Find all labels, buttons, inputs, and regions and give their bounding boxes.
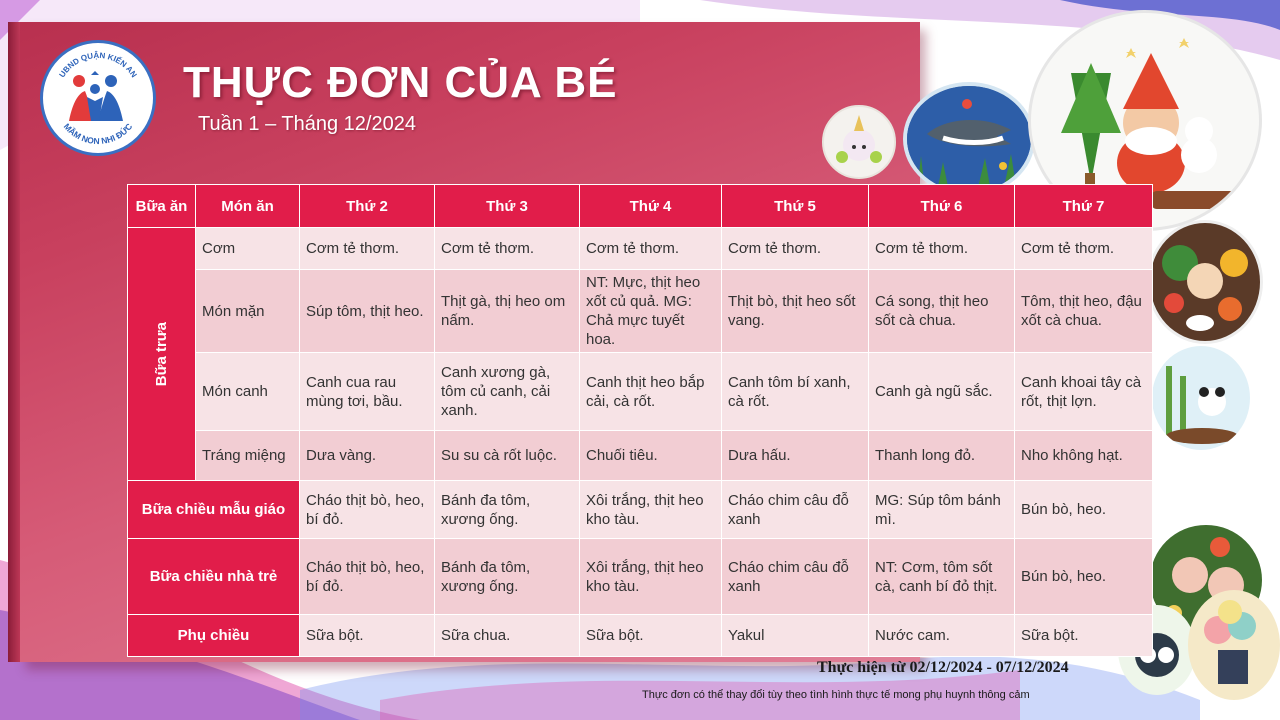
logo-text-top: UBND QUẬN KIẾN AN — [57, 50, 139, 80]
svg-text:MẦM NON NHI ĐỨC — [62, 121, 134, 146]
menu-cell: Canh xương gà, tôm củ canh, cải xanh. — [435, 353, 580, 431]
menu-cell: Bún bò, heo. — [1015, 539, 1153, 615]
menu-cell: Su su cà rốt luộc. — [435, 431, 580, 481]
menu-cell: NT: Mực, thịt heo xốt củ quả. MG: Chả mực tuyết hoa. — [580, 270, 722, 353]
dish-name: Món canh — [196, 353, 300, 431]
table-row — [128, 615, 1153, 657]
menu-cell: Nho không hạt. — [1015, 431, 1153, 481]
menu-cell: Canh cua rau mùng tơi, bầu. — [300, 353, 435, 431]
menu-cell: Canh thịt heo bắp cải, cà rốt. — [580, 353, 722, 431]
menu-cell: Cơm tẻ thơm. — [869, 228, 1015, 270]
menu-cell: Canh khoai tây cà rốt, thịt lợn. — [1015, 353, 1153, 431]
header-mon: Thứ 2 — [300, 185, 435, 228]
lunch-group-cell — [128, 228, 196, 481]
menu-cell: Cơm tẻ thơm. — [1015, 228, 1153, 270]
header-meal: Bữa ăn — [128, 185, 196, 228]
menu-cell: Súp tôm, thịt heo. — [300, 270, 435, 353]
menu-cell: Sữa bột. — [580, 615, 722, 657]
menu-cell: Sữa bột. — [300, 615, 435, 657]
menu-cell: Canh gà ngũ sắc. — [869, 353, 1015, 431]
header-tue: Thứ 3 — [435, 185, 580, 228]
afternoon-nursery-label: Bữa chiều nhà trẻ — [128, 539, 300, 615]
table-header-row — [128, 185, 1153, 228]
food-plate-bento-image — [1147, 220, 1263, 344]
menu-cell: Canh tôm bí xanh, cà rốt. — [722, 353, 869, 431]
menu-cell: Cháo chim câu đỗ xanh — [722, 539, 869, 615]
kids-icon — [65, 71, 127, 123]
afternoon-snack-label: Phụ chiều — [128, 615, 300, 657]
header-wed: Thứ 4 — [580, 185, 722, 228]
menu-cell: Cháo thịt bò, heo, bí đỏ. — [300, 481, 435, 539]
menu-cell: Chuối tiêu. — [580, 431, 722, 481]
menu-cell: Xôi trắng, thịt heo kho tàu. — [580, 539, 722, 615]
menu-cell: NT: Cơm, tôm sốt cà, canh bí đỏ thịt. — [869, 539, 1015, 615]
footer-note: Thực đơn có thể thay đổi tùy theo tình hình thực tế mong phụ huynh thông cảm — [642, 689, 1030, 701]
menu-table — [127, 184, 1153, 657]
menu-cell: Sữa bột. — [1015, 615, 1153, 657]
table-row — [128, 228, 1153, 270]
food-plate-panda-image — [1152, 346, 1250, 450]
panel-edge — [8, 22, 20, 662]
food-plate-unicorn-image — [822, 105, 896, 179]
menu-cell: Yakul — [722, 615, 869, 657]
menu-cell: Cháo thịt bò, heo, bí đỏ. — [300, 539, 435, 615]
menu-cell: Dưa hấu. — [722, 431, 869, 481]
menu-cell: Thanh long đỏ. — [869, 431, 1015, 481]
lunch-group-label: Bữa trưa — [153, 321, 170, 387]
menu-cell: Xôi trắng, thịt heo kho tàu. — [580, 481, 722, 539]
food-plate-icecream-image — [1188, 590, 1280, 700]
menu-cell: Bún bò, heo. — [1015, 481, 1153, 539]
menu-cell: Bánh đa tôm, xương ống. — [435, 481, 580, 539]
school-logo — [40, 40, 156, 156]
menu-cell: Tôm, thịt heo, đậu xốt cà chua. — [1015, 270, 1153, 353]
header-fri: Thứ 6 — [869, 185, 1015, 228]
menu-cell: MG: Súp tôm bánh mì. — [869, 481, 1015, 539]
menu-cell: Cháo chim câu đỗ xanh — [722, 481, 869, 539]
menu-cell: Cơm tẻ thơm. — [435, 228, 580, 270]
dish-name: Tráng miệng — [196, 431, 300, 481]
food-plate-shark-image — [903, 82, 1035, 196]
logo-text-bottom: MẦM NON NHI ĐỨC — [61, 121, 135, 147]
menu-cell: Cơm tẻ thơm. — [580, 228, 722, 270]
page-title: THỰC ĐƠN CỦA BÉ — [183, 58, 618, 107]
menu-cell: Thịt gà, thị heo om nấm. — [435, 270, 580, 353]
dish-name: Cơm — [196, 228, 300, 270]
menu-cell: Dưa vàng. — [300, 431, 435, 481]
table-row — [128, 481, 1153, 539]
header-sat: Thứ 7 — [1015, 185, 1153, 228]
menu-cell: Cơm tẻ thơm. — [300, 228, 435, 270]
table-row — [128, 353, 1153, 431]
afternoon-kindergarten-label: Bữa chiều mẫu giáo — [128, 481, 300, 539]
header-thu: Thứ 5 — [722, 185, 869, 228]
menu-cell: Nước cam. — [869, 615, 1015, 657]
table-row — [128, 539, 1153, 615]
menu-cell: Cá song, thịt heo sốt cà chua. — [869, 270, 1015, 353]
table-row — [128, 431, 1153, 481]
table-row — [128, 270, 1153, 353]
menu-cell: Thịt bò, thịt heo sốt vang. — [722, 270, 869, 353]
page-subtitle: Tuần 1 – Tháng 12/2024 — [198, 113, 416, 135]
date-range: Thực hiện từ 02/12/2024 - 07/12/2024 — [817, 659, 1069, 676]
menu-cell: Bánh đa tôm, xương ống. — [435, 539, 580, 615]
dish-name: Món mặn — [196, 270, 300, 353]
header-dish: Món ăn — [196, 185, 300, 228]
menu-cell: Cơm tẻ thơm. — [722, 228, 869, 270]
menu-cell: Sữa chua. — [435, 615, 580, 657]
